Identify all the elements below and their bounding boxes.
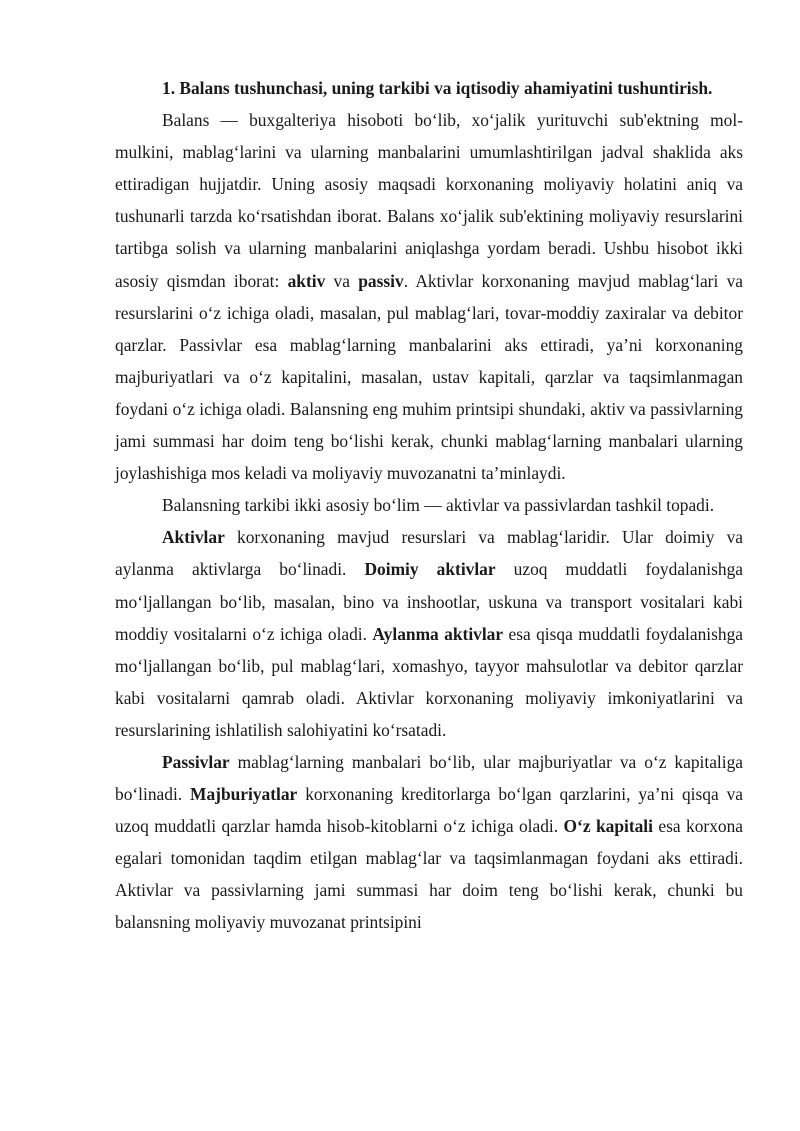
bold-term-oz-kapitali: O‘z kapitali bbox=[563, 816, 653, 837]
paragraph-text: korxonaning kreditorlarga bo‘lgan qarzlarini, ya’ni qisqa va uzoq muddatli qarzlar hamda hisob-kitoblarni o‘z ichiga oladi. bbox=[115, 784, 743, 837]
paragraph-text: mablag‘larning manbalari bo‘lib, ular majburiyatlar va o‘z kapitaliga bo‘linadi. bbox=[115, 751, 743, 805]
paragraph-balance-structure bbox=[115, 489, 743, 521]
bold-term-aylanma-aktivlar: Aylanma aktivlar bbox=[372, 623, 504, 644]
paragraph-text: . Aktivlar korxonaning mavjud mablag‘lari va resurslarini o‘z ichiga oladi, masalan, pul mablag‘lari, tovar-moddiy zaxiralar va debitor qarzlar. Passivlar esa mablag‘larning manbalarini aks ettiradi, ya’ni korxonaning majburiyatlari va o‘z kapitalini, masalan, ustav kapitali, qarzlar va taqsimlanmagan foydani o‘z ichiga oladi. Balansning eng muhim printsipi shundaki, aktiv va passivlarning jami summasi har doim teng bo‘lishi kerak, chunki mablag‘larning manbalari ularning joylashishiga mos keladi va moliyaviy muvozanatni ta’minlaydi. bbox=[115, 270, 743, 484]
bold-term-majburiyatlar: Majburiyatlar bbox=[190, 784, 298, 805]
document-page bbox=[115, 72, 743, 939]
paragraph-liabilities bbox=[115, 746, 743, 939]
paragraph-text: esa korxona egalari tomonidan taqdim etilgan mablag‘lar va taqsimlanmagan foydani aks ettiradi. Aktivlar va passivlarning jami summasi har doim teng bo‘lishi kerak, chunki bu balansning moliyaviy muvozanat printsipini bbox=[115, 816, 744, 933]
paragraph-text: va bbox=[325, 270, 359, 291]
paragraph-assets bbox=[115, 521, 743, 746]
paragraph-text: Balansning tarkibi ikki asosiy bo‘lim — aktivlar va passivlardan tashkil topadi. bbox=[162, 495, 715, 516]
bold-term-aktiv: aktiv bbox=[287, 270, 326, 291]
paragraph-text: esa qisqa muddatli foydalanishga mo‘ljallangan bo‘lib, pul mablag‘lari, xomashyo, tayyor mahsulotlar va debitor qarzlar kabi vositalarni qamrab oladi. Aktivlar korxonaning moliyaviy imkoniyatlarini va resurslarining ishlatilish salohiyatini ko‘rsatadi. bbox=[115, 623, 744, 740]
section-heading: 1. Balans tushunchasi, uning tarkibi va iqtisodiy ahamiyatini tushuntirish. bbox=[162, 78, 713, 98]
bold-term-aktivlar: Aktivlar bbox=[162, 527, 225, 548]
paragraph-balance-definition bbox=[115, 104, 743, 489]
paragraph-text: korxonaning mavjud resurslari va mablag‘laridir. Ular doimiy va aylanma aktivlarga bo‘linadi. bbox=[115, 527, 743, 580]
bold-term-passivlar: Passivlar bbox=[162, 751, 230, 772]
bold-term-passiv: passiv bbox=[358, 270, 404, 291]
bold-term-doimiy-aktivlar: Doimiy aktivlar bbox=[364, 559, 496, 580]
paragraph-text: uzoq muddatli foydalanishga mo‘ljallangan bo‘lib, masalan, bino va inshootlar, uskuna va transport vositalari kabi moddiy vositalarni o‘z ichiga oladi. bbox=[115, 559, 743, 644]
paragraph-text: Balans — buxgalteriya hisoboti bo‘lib, xo‘jalik yurituvchi sub'ektning mol-mulkini, mablag‘larini va ularning manbalarini umumlashtirilgan jadval shaklida aks ettiradigan hujjatdir. Uning asosiy maqsadi korxonaning moliyaviy holatini aniq va tushunarli tarzda ko‘rsatishdan iborat. Balans xo‘jalik sub'ektining moliyaviy resurslarini tartibga solish va ularning manbalarini aniqlashga yordam beradi. Ushbu hisobot ikki asosiy qismdan iborat: bbox=[115, 110, 743, 291]
